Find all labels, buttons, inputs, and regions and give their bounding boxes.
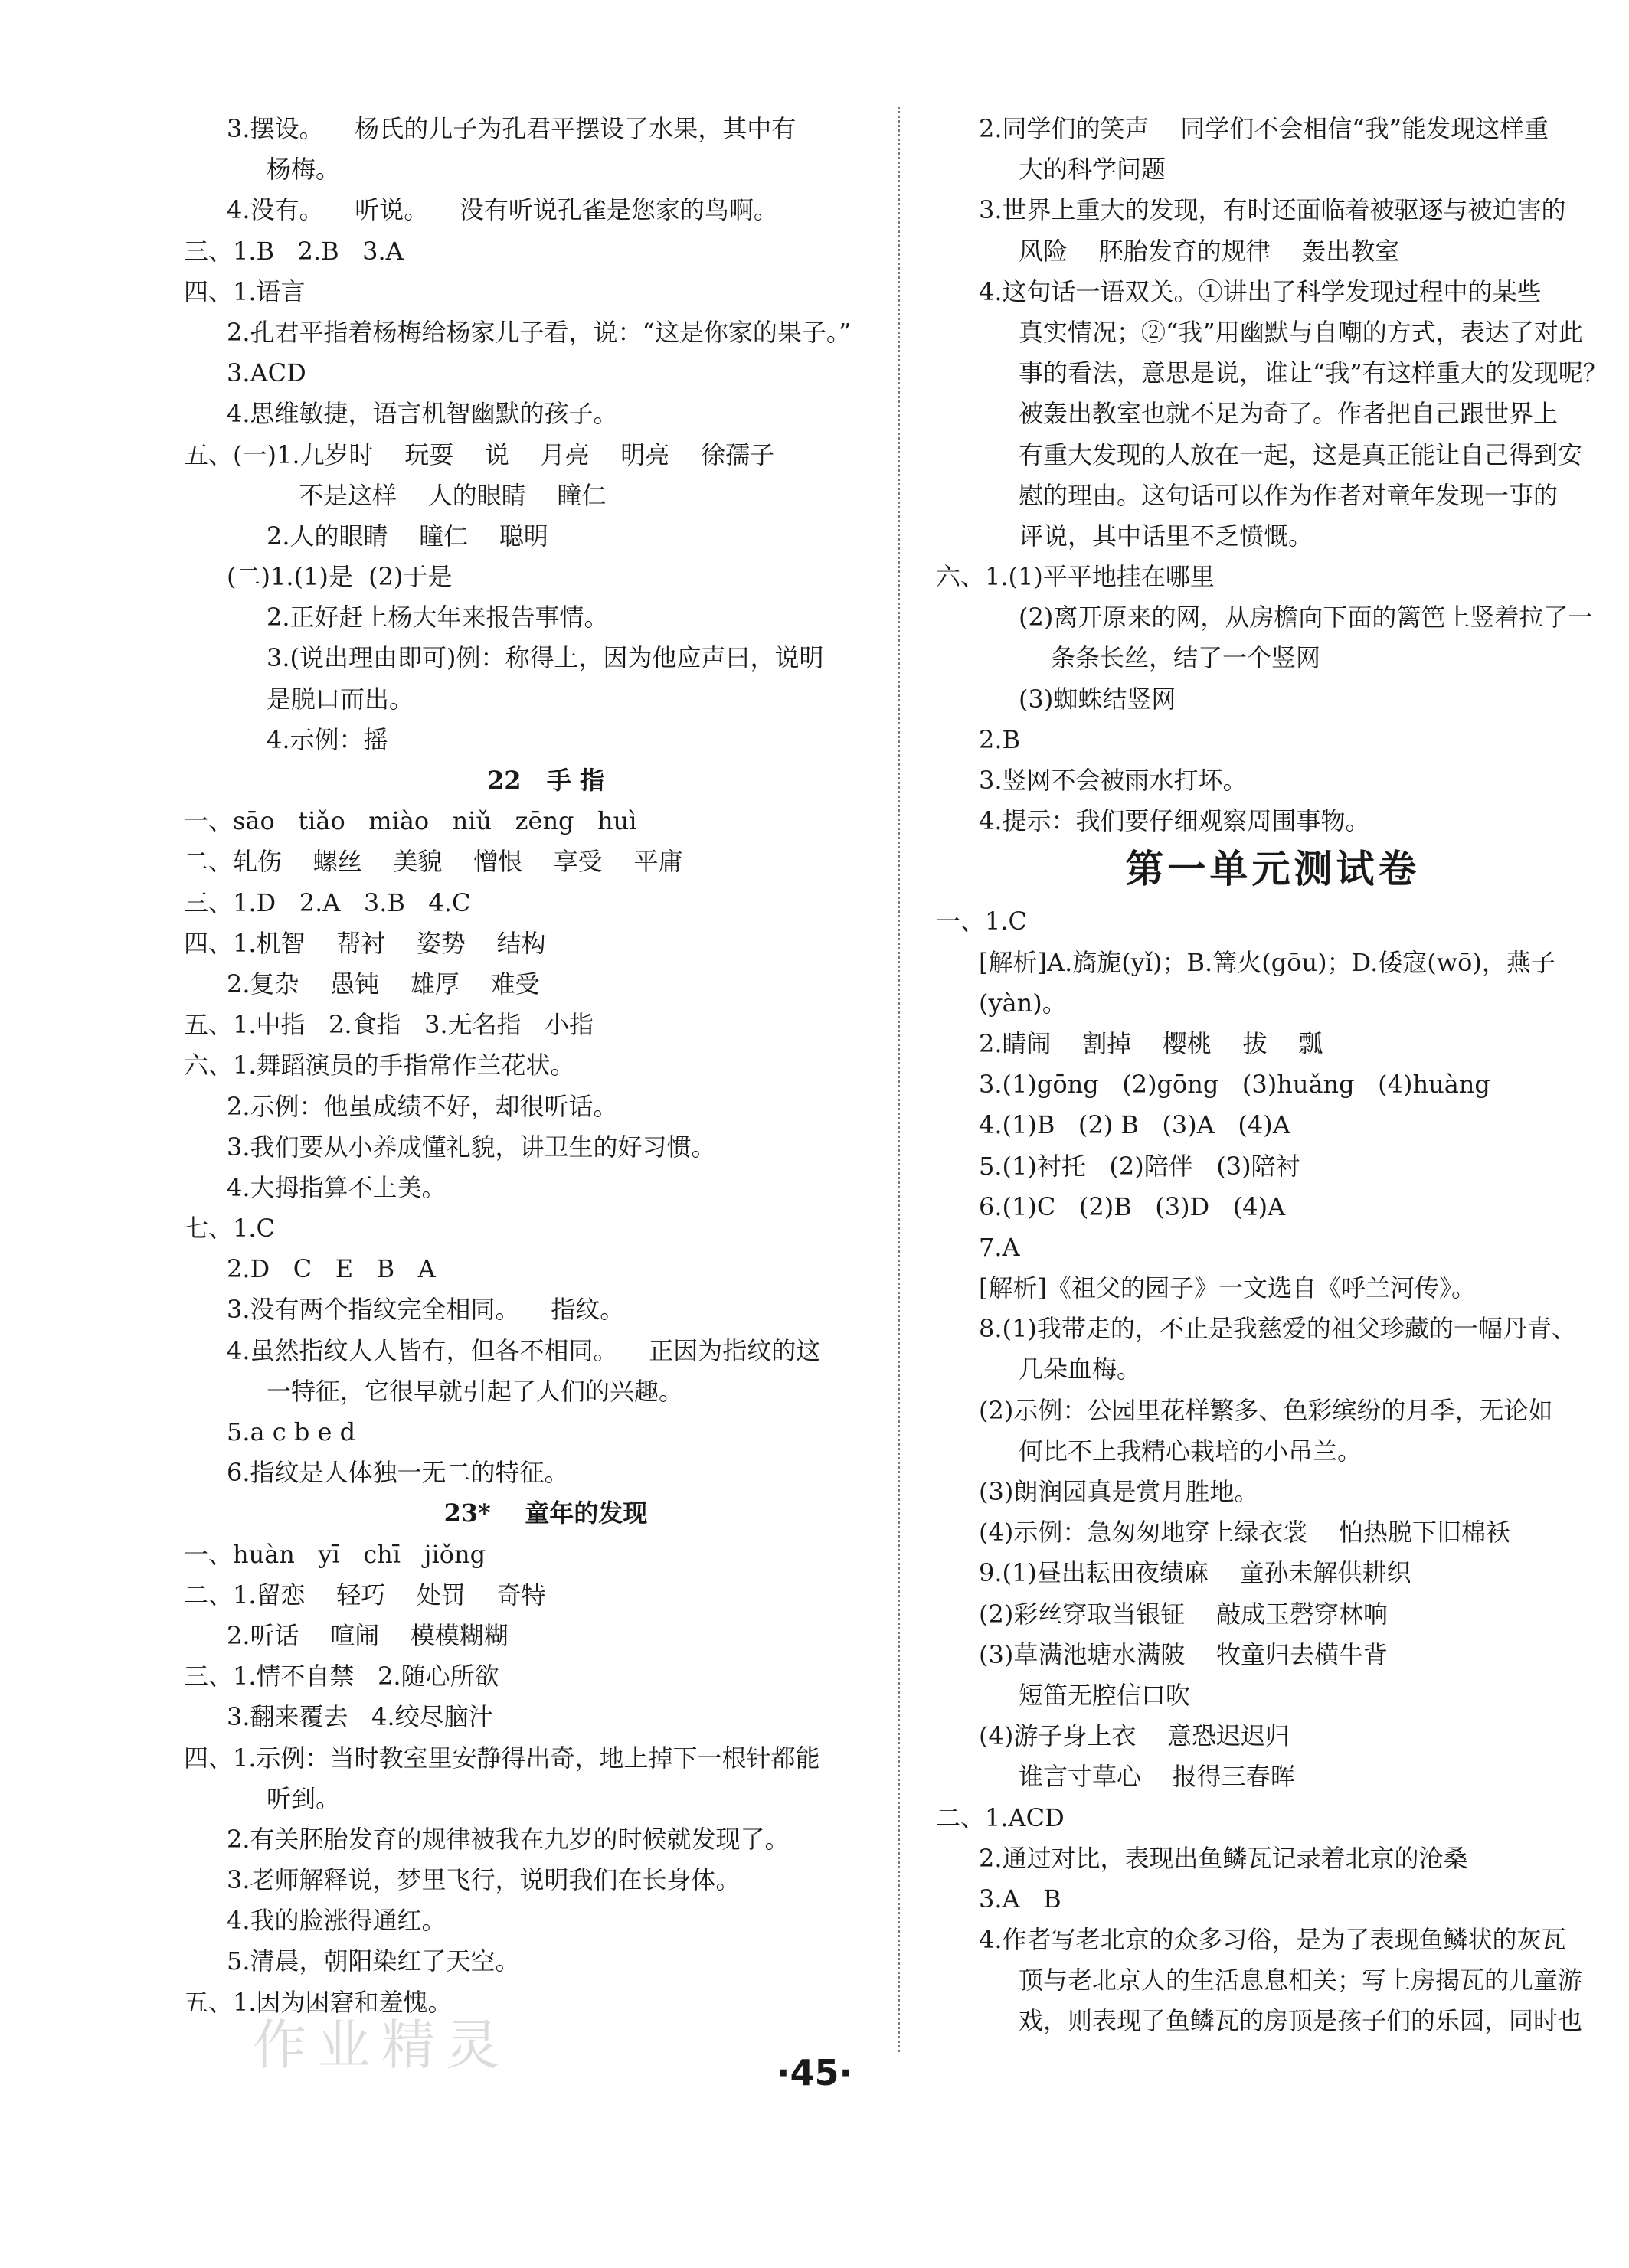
left-answer-line: 2.听话 喧闹 模模糊糊 <box>227 1620 509 1650</box>
right-answer-line: 条条长丝，结了一个竖网 <box>1051 643 1321 673</box>
left-answer-line: 五、(一)1.九岁时 玩耍 说 月亮 明亮 徐孺子 <box>184 440 774 469</box>
right-answer-line: 3.A B <box>979 1884 1061 1913</box>
right-answer-line: 4.这句话一语双关。①讲出了科学发现过程中的某些 <box>979 276 1542 306</box>
right-answer-line: 顶与老北京人的生活息息相关；写上房揭瓦的儿童游 <box>1019 1966 1583 1995</box>
left-answer-line: 三、1.情不自禁 2.随心所欲 <box>184 1662 499 1691</box>
right-answer-line: 评说，其中话里不乏愤慨。 <box>1019 521 1313 551</box>
left-column <box>184 109 908 2023</box>
right-answer-line: 8.(1)我带走的，不止是我慈爱的祖父珍藏的一幅丹青、 <box>979 1314 1576 1344</box>
left-answer-line: 五、1.因为困窘和羞愧。 <box>184 1987 453 2017</box>
left-answer-line: 一、huàn yī chī jiǒng <box>184 1539 486 1569</box>
left-answer-line: 3.翻来覆去 4.绞尽脑汁 <box>227 1702 493 1732</box>
right-answer-line: 事的看法，意思是说，谁让“我”有这样重大的发现呢？ <box>1019 358 1608 388</box>
right-answer-line: 戏，则表现了鱼鳞瓦的房顶是孩子们的乐园，同时也 <box>1019 2006 1583 2036</box>
right-answer-line: (2)离开原来的网，从房檐向下面的篱笆上竖着拉了一 <box>1019 603 1593 632</box>
left-answer-line: 5.a c b e d <box>227 1417 356 1446</box>
right-answer-line: (4)示例：急匆匆地穿上绿衣裳 怕热脱下旧棉袄 <box>979 1518 1511 1547</box>
right-answer-line: (2)示例：公园里花样繁多、色彩缤纷的月季，无论如 <box>979 1395 1553 1425</box>
right-answer-line: 有重大发现的人放在一起，这是真正能让自己得到安 <box>1019 440 1583 469</box>
right-answer-line: 5.(1)衬托 (2)陪伴 (3)陪衬 <box>979 1151 1300 1181</box>
left-answer-line: 6.指纹是人体独一无二的特征。 <box>227 1458 569 1488</box>
right-answer-line: 9.(1)昼出耘田夜绩麻 童孙未解供耕织 <box>979 1558 1411 1588</box>
right-answer-line: 4.作者写老北京的众多习俗，是为了表现鱼鳞状的灰瓦 <box>979 1925 1566 1955</box>
left-answer-line: 杨梅。 <box>267 155 341 185</box>
section-title: 第一单元测试卷 <box>1125 846 1421 892</box>
right-answer-line: 4.(1)B (2) B (3)A (4)A <box>979 1110 1290 1140</box>
left-answer-line: 听到。 <box>267 1783 341 1813</box>
right-answer-line: 一、1.C <box>936 907 1028 936</box>
right-answer-line: 4.提示：我们要仔细观察周围事物。 <box>979 806 1370 836</box>
left-answer-line: 4.大拇指算不上美。 <box>227 1172 447 1202</box>
left-answer-line: 3.我们要从小养成懂礼貌，讲卫生的好习惯。 <box>227 1132 716 1162</box>
left-answer-line: 2.孔君平指着杨梅给杨家儿子看，说：“这是你家的果子。” <box>227 317 852 347</box>
right-answer-line: 被轰出教室也就不足为奇了。作者把自己跟世界上 <box>1019 399 1559 429</box>
right-answer-line: 2.B <box>979 724 1021 754</box>
left-answer-line: 3.ACD <box>227 358 306 388</box>
left-answer-line: 不是这样 人的眼睛 瞳仁 <box>299 480 607 510</box>
right-answer-line: 2.睛闹 割掉 樱桃 拔 瓢 <box>979 1028 1323 1058</box>
left-answer-line: 3.老师解释说，梦里飞行，说明我们在长身体。 <box>227 1865 741 1895</box>
right-answer-line: 6.(1)C (2)B (3)D (4)A <box>979 1191 1286 1221</box>
lesson-heading: 22 手 指 <box>486 766 605 795</box>
left-answer-line: 四、1.机智 帮衬 姿势 结构 <box>184 928 546 958</box>
left-answer-line: 2.示例：他虽成绩不好，却很听话。 <box>227 1091 618 1121</box>
left-answer-line: 五、1.中指 2.食指 3.无名指 小指 <box>184 1010 594 1040</box>
right-answer-line: 何比不上我精心栽培的小吊兰。 <box>1019 1436 1362 1466</box>
left-answer-line: 一特征，它很早就引起了人们的兴趣。 <box>267 1376 684 1406</box>
left-answer-line: 四、1.语言 <box>184 276 306 306</box>
lesson-heading: 23* 童年的发现 <box>443 1498 648 1528</box>
right-answer-line: 2.通过对比，表现出鱼鳞瓦记录着北京的沧桑 <box>979 1843 1468 1873</box>
left-answer-line: 2.正好赶上杨大年来报告事情。 <box>267 603 609 632</box>
left-answer-line: 三、1.B 2.B 3.A <box>184 236 404 266</box>
right-answer-line: 大的科学问题 <box>1019 155 1166 185</box>
left-answer-line: 四、1.示例：当时教室里安静得出奇，地上掉下一根针都能 <box>184 1743 820 1773</box>
right-answer-line: 真实情况；②“我”用幽默与自嘲的方式，表达了对此 <box>1019 317 1583 347</box>
left-answer-line: 二、1.留恋 轻巧 处罚 奇特 <box>184 1580 546 1609</box>
right-answer-line: 7.A <box>979 1232 1020 1262</box>
left-answer-line: 3.(说出理由即可)例：称得上，因为他应声曰，说明 <box>267 643 824 673</box>
right-answer-line: 3.世界上重大的发现，有时还面临着被驱逐与被迫害的 <box>979 195 1566 225</box>
left-answer-line: (二)1.(1)是 (2)于是 <box>227 562 453 592</box>
left-answer-line: 三、1.D 2.A 3.B 4.C <box>184 887 471 917</box>
column-divider <box>898 107 900 2052</box>
right-answer-line: 短笛无腔信口吹 <box>1019 1680 1191 1710</box>
left-answer-line: 4.示例：摇 <box>267 724 388 754</box>
left-answer-line: 2.D C E B A <box>227 1254 436 1284</box>
right-answer-line: 几朵血梅。 <box>1019 1355 1142 1384</box>
left-answer-line: 是脱口而出。 <box>267 684 414 714</box>
left-answer-line: 2.复杂 愚钝 雄厚 难受 <box>227 969 540 998</box>
watermark: 作业精灵 <box>253 2014 510 2077</box>
left-answer-line: 3.摆设。 杨氏的儿子为孔君平摆设了水果，其中有 <box>227 114 797 143</box>
left-answer-line: 2.人的眼睛 瞳仁 聪明 <box>267 521 548 551</box>
right-answer-line: (4)游子身上衣 意恐迟迟归 <box>979 1721 1290 1751</box>
right-answer-line: [解析]A.旖旎(yǐ)；B.篝火(gōu)；D.倭寇(wō)，燕子 <box>979 947 1555 977</box>
right-answer-line: [解析]《祖父的园子》一文选自《呼兰河传》。 <box>979 1273 1476 1303</box>
right-answer-line: 二、1.ACD <box>936 1802 1065 1832</box>
right-answer-line: (3)朗润园真是赏月胜地。 <box>979 1477 1259 1506</box>
right-answer-line: 2.同学们的笑声 同学们不会相信“我”能发现这样重 <box>979 114 1549 143</box>
right-answer-line: (2)彩丝穿取当银钲 敲成玉磬穿林响 <box>979 1599 1389 1629</box>
left-answer-line: 4.思维敏捷，语言机智幽默的孩子。 <box>227 399 618 429</box>
left-answer-line: 二、轧伤 螺丝 美貌 憎恨 享受 平庸 <box>184 847 683 877</box>
page-number: ·45· <box>777 2052 852 2093</box>
left-answer-line: 六、1.舞蹈演员的手指常作兰花状。 <box>184 1051 575 1080</box>
left-answer-line: 七、1.C <box>184 1214 276 1243</box>
left-answer-line: 一、sāo tiǎo miào niǔ zēng huì <box>184 806 637 836</box>
right-answer-line: 谁言寸草心 报得三春晖 <box>1019 1762 1295 1792</box>
right-answer-line: (3)草满池塘水满陂 牧童归去横牛背 <box>979 1639 1389 1669</box>
left-answer-line: 4.虽然指纹人人皆有，但各不相同。 正因为指纹的这 <box>227 1335 821 1365</box>
left-answer-line: 4.我的脸涨得通红。 <box>227 1906 447 1936</box>
left-answer-line: 5.清晨，朝阳染红了天空。 <box>227 1946 520 1976</box>
right-answer-line: 六、1.(1)平平地挂在哪里 <box>936 562 1215 592</box>
right-answer-line: 慰的理由。这句话可以作为作者对童年发现一事的 <box>1019 480 1559 510</box>
right-column <box>936 109 1610 2042</box>
right-answer-line: (yàn)。 <box>979 988 1067 1018</box>
left-answer-line: 4.没有。 听说。 没有听说孔雀是您家的鸟啊。 <box>227 195 778 225</box>
right-answer-line: 3.竖网不会被雨水打坏。 <box>979 766 1248 795</box>
left-answer-line: 2.有关胚胎发育的规律被我在九岁的时候就发现了。 <box>227 1824 790 1854</box>
right-answer-line: 3.(1)gōng (2)gōng (3)huǎng (4)huàng <box>979 1070 1490 1100</box>
right-answer-line: (3)蜘蛛结竖网 <box>1019 684 1176 714</box>
right-answer-line: 风险 胚胎发育的规律 轰出教室 <box>1019 236 1400 266</box>
left-answer-line: 3.没有两个指纹完全相同。 指纹。 <box>227 1295 625 1325</box>
